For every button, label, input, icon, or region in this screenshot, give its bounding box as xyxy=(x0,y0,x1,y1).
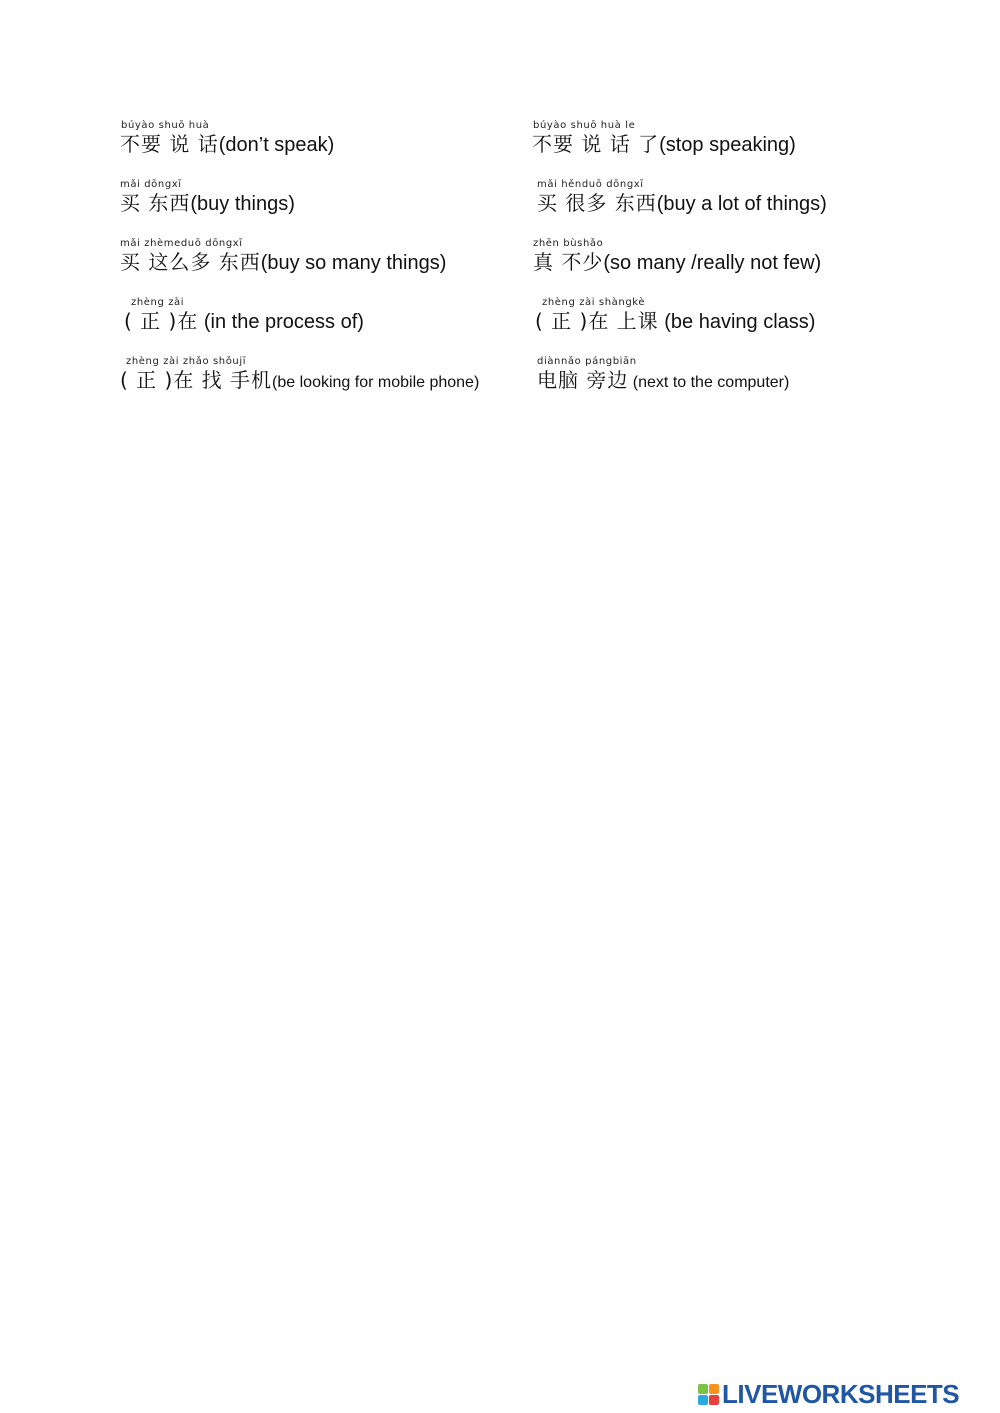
vocab-entry xyxy=(535,297,815,333)
logo-text: LIVEWORKSHEETS xyxy=(722,1378,960,1409)
pinyin-annotation: mǎi dōngxī xyxy=(120,179,182,190)
pinyin-annotation: zhèng zài zhǎo shǒujī xyxy=(126,356,247,367)
chinese-text: 买 很多 东西 xyxy=(537,191,657,215)
vocab-line xyxy=(120,191,295,215)
chinese-text: 不要 说 话 了 xyxy=(532,132,660,156)
english-translation: (stop speaking) xyxy=(659,134,796,156)
vocab-entry xyxy=(537,179,827,215)
chinese-text: ( 正 )在 上课 xyxy=(535,309,659,333)
vocab-line xyxy=(535,309,815,333)
chinese-text: ( 正 )在 找 手机 xyxy=(120,368,273,392)
pinyin-annotation: zhèng zài shàngkè xyxy=(542,297,646,308)
chinese-text: 真 不少 xyxy=(533,250,604,274)
english-translation: (buy things) xyxy=(190,193,295,215)
chinese-text: ( 正 )在 xyxy=(124,309,199,333)
english-translation: (be looking for mobile phone) xyxy=(272,374,480,391)
vocab-entry xyxy=(533,238,821,274)
pinyin-annotation: zhēn bùshǎo xyxy=(533,238,604,249)
pinyin-annotation: búyào shuō huà le xyxy=(533,120,636,131)
vocab-entry xyxy=(120,356,479,392)
vocab-entry xyxy=(532,120,796,156)
chinese-text: 买 这么多 东西 xyxy=(120,250,261,274)
pinyin-annotation: zhèng zài xyxy=(131,297,185,308)
vocab-entry xyxy=(537,356,789,392)
english-translation: (don’t speak) xyxy=(218,134,335,156)
pinyin-annotation: diànnǎo pángbiān xyxy=(537,356,637,367)
vocab-entry xyxy=(124,297,364,333)
vocab-entry xyxy=(120,179,295,215)
vocab-line xyxy=(120,250,446,274)
vocab-line xyxy=(533,250,821,274)
vocab-entry xyxy=(120,120,334,156)
logo-tile xyxy=(698,1395,708,1405)
liveworksheets-logo[interactable] xyxy=(698,1380,959,1408)
logo-tile xyxy=(709,1384,719,1394)
vocab-line xyxy=(120,368,479,392)
logo-tile xyxy=(709,1395,719,1405)
chinese-text: 买 东西 xyxy=(120,191,191,215)
vocab-line xyxy=(537,368,789,392)
vocab-line xyxy=(120,132,334,156)
english-translation: (buy so many things) xyxy=(260,252,447,274)
vocab-line xyxy=(124,309,364,333)
logo-mark-icon xyxy=(698,1384,719,1405)
vocab-entry xyxy=(120,238,446,274)
pinyin-annotation: mǎi zhèmeduō dōngxī xyxy=(120,238,243,249)
english-translation: (buy a lot of things) xyxy=(656,193,827,215)
logo-tile xyxy=(698,1384,708,1394)
vocab-line xyxy=(537,191,827,215)
english-translation: (in the process of) xyxy=(198,311,364,333)
english-translation: (so many /really not few) xyxy=(603,252,822,274)
english-translation: (be having class) xyxy=(658,311,816,333)
pinyin-annotation: búyào shuō huà xyxy=(121,120,210,131)
chinese-text: 电脑 旁边 xyxy=(537,368,629,392)
english-translation: (next to the computer) xyxy=(628,374,790,391)
pinyin-annotation: mǎi hěnduō dōngxī xyxy=(537,179,644,190)
chinese-text: 不要 说 话 xyxy=(120,132,219,156)
vocab-line xyxy=(532,132,796,156)
